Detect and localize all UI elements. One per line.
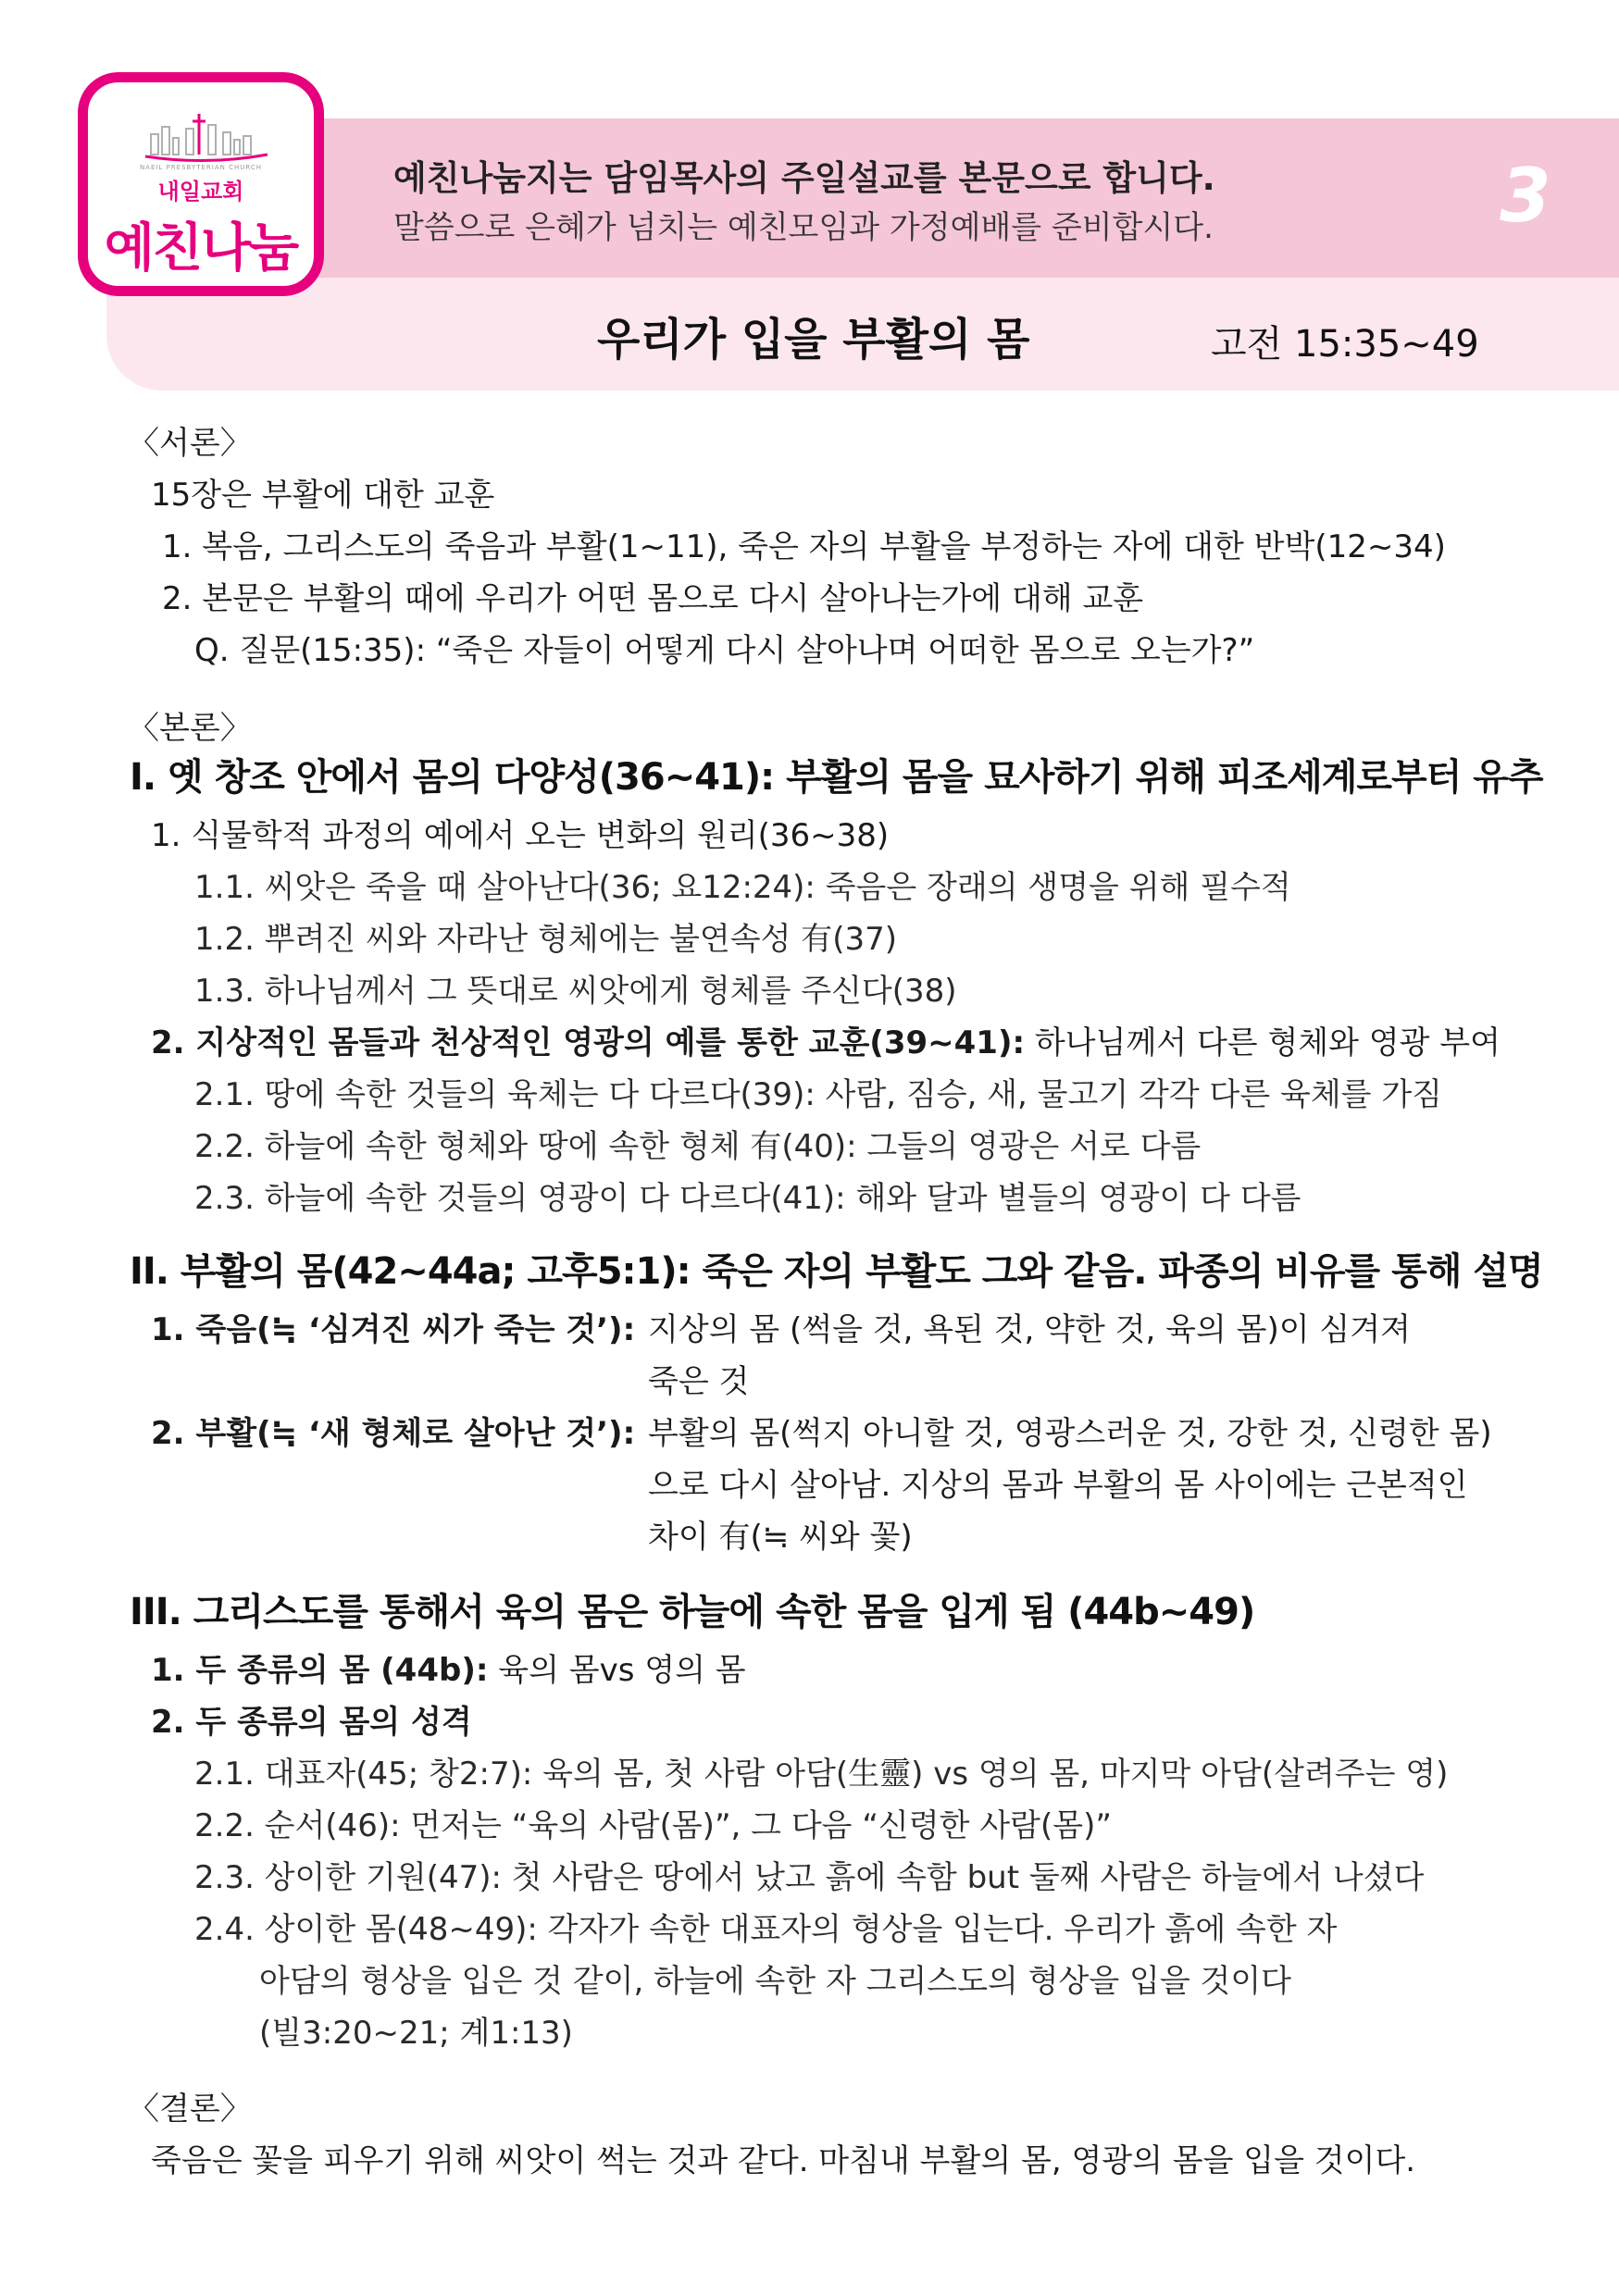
section-3-sub-2-2: 2.2. 순서(46): 먼저는 “육의 사람(몸)”, 그 다음 “신령한 사람(몸)” (194, 1807, 1112, 1844)
section-3-sub-2-1: 2.1. 대표자(45; 창2:7): 육의 몸, 첫 사람 아담(生靈) vs 영의 몸, 마지막 아담(살려주는 영) (194, 1756, 1449, 1793)
page-number: 3 (1500, 153, 1551, 239)
section-1-sub-1-3: 1.3. 하나님께서 그 뜻대로 씨앗에게 형체를 주신다(38) (194, 973, 957, 1010)
section-2-point-2-cont-2: 차이 有(≒ 씨와 꽃) (648, 1519, 913, 1556)
section-3-sub-2-3: 2.3. 상이한 기원(47): 첫 사람은 땅에서 났고 흙에 속함 but 둘째 사람은 하늘에서 나셨다 (194, 1859, 1425, 1896)
church-logo (78, 72, 324, 296)
section-1-sub-2-1: 2.1. 땅에 속한 것들의 육체는 다 다르다(39): 사람, 짐승, 새, 물고기 각각 다른 육체를 가짐 (194, 1076, 1443, 1113)
section-1-point-2 (151, 1024, 1501, 1061)
logo-church-name: 내일교회 (157, 179, 244, 205)
main-heading: 〈본론〉 (128, 710, 252, 747)
section-2-point-2-cont-1: 으로 다시 살아남. 지상의 몸과 부활의 몸 사이에는 근본적인 (648, 1467, 1468, 1504)
section-1-sub-2-2: 2.2. 하늘에 속한 형체와 땅에 속한 형체 有(40): 그들의 영광은 서로 다름 (194, 1128, 1202, 1165)
logo-subtitle: NAEIL PRESBYTERIAN CHURCH (139, 164, 263, 171)
intro-point-1: 1. 복음, 그리스도의 죽음과 부활(1~11), 죽은 자의 부활을 부정하는 자에 대한 반박(12~34) (162, 528, 1446, 565)
section-3-point-2: 2. 두 종류의 몸의 성격 (151, 1704, 472, 1741)
intro-line: 15장은 부활에 대한 교훈 (151, 477, 495, 514)
intro-point-2: 2. 본문은 부활의 때에 우리가 어떤 몸으로 다시 살아나는가에 대해 교훈 (162, 580, 1144, 617)
section-1-sub-1-2: 1.2. 뿌려진 씨와 자라난 형체에는 불연속성 有(37) (194, 921, 898, 958)
church-skyline-icon (142, 108, 271, 164)
section-1-point-1: 1. 식물학적 과정의 예에서 오는 변화의 원리(36~38) (151, 817, 890, 854)
section-2-point-1-cont: 죽은 것 (648, 1363, 750, 1400)
header-line-2: 말씀으로 은혜가 넘치는 예친모임과 가정예배를 준비합시다. (393, 209, 1214, 246)
scripture-reference: 고전 15:35~49 (1211, 323, 1479, 366)
section-3-point-1 (151, 1652, 746, 1689)
section-1-point-2-rest: 하나님께서 다른 형체와 영광 부여 (1025, 1024, 1501, 1061)
section-2-point-2-text: 부활의 몸(썩지 아니할 것, 영광스러운 것, 강한 것, 신령한 몸) (648, 1415, 1492, 1452)
section-3-sub-2-4-cont-1: 아담의 형상을 입은 것 같이, 하늘에 속한 자 그리스도의 형상을 입을 것이다 (259, 1963, 1292, 2000)
section-3-point-1-rest: 육의 몸vs 영의 몸 (488, 1652, 746, 1689)
section-1-sub-1-1: 1.1. 씨앗은 죽을 때 살아난다(36; 요12:24): 죽음은 장래의 생명을 위해 필수적 (194, 869, 1291, 906)
section-2-title: II. 부활의 몸(42~44a; 고후5:1): 죽은 자의 부활도 그와 같음. 파종의 비유를 통해 설명 (130, 1250, 1543, 1293)
conclusion-text: 죽음은 꽃을 피우기 위해 씨앗이 썩는 것과 같다. 마침내 부활의 몸, 영광의 몸을 입을 것이다. (151, 2142, 1416, 2179)
section-3-title: III. 그리스도를 통해서 육의 몸은 하늘에 속한 몸을 입게 됨 (44b~49) (130, 1591, 1255, 1633)
intro-question: Q. 질문(15:35): “죽은 자들이 어떻게 다시 살아나며 어떠한 몸으로 오는가?” (194, 632, 1255, 669)
section-1-sub-2-3: 2.3. 하늘에 속한 것들의 영광이 다 다르다(41): 해와 달과 별들의 영광이 다 다름 (194, 1180, 1301, 1217)
section-1-point-2-bold: 2. 지상적인 몸들과 천상적인 영광의 예를 통한 교훈(39~41): (151, 1024, 1026, 1061)
conclusion-heading: 〈결론〉 (128, 2091, 252, 2128)
section-3-sub-2-4-cont-2: (빌3:20~21; 계1:13) (259, 2015, 573, 2052)
section-2-point-2-label: 2. 부활(≒ ‘새 형체로 살아난 것’): (151, 1415, 636, 1452)
logo-title: 예친나눔 (104, 218, 298, 279)
section-3-point-1-bold: 1. 두 종류의 몸 (44b): (151, 1652, 489, 1689)
intro-heading: 〈서론〉 (128, 425, 252, 462)
sermon-title: 우리가 입을 부활의 몸 (597, 314, 1030, 366)
section-1-title: I. 옛 창조 안에서 몸의 다양성(36~41): 부활의 몸을 묘사하기 위해 피조세계로부터 유추 (130, 756, 1543, 799)
section-2-point-1-text: 지상의 몸 (썩을 것, 욕된 것, 약한 것, 육의 몸)이 심겨져 (648, 1311, 1411, 1348)
header-line-1: 예친나눔지는 담임목사의 주일설교를 본문으로 합니다. (393, 158, 1215, 198)
section-2-point-1-label: 1. 죽음(≒ ‘심겨진 씨가 죽는 것’): (151, 1311, 636, 1348)
section-3-sub-2-4: 2.4. 상이한 몸(48~49): 각자가 속한 대표자의 형상을 입는다. 우리가 흙에 속한 자 (194, 1911, 1338, 1948)
